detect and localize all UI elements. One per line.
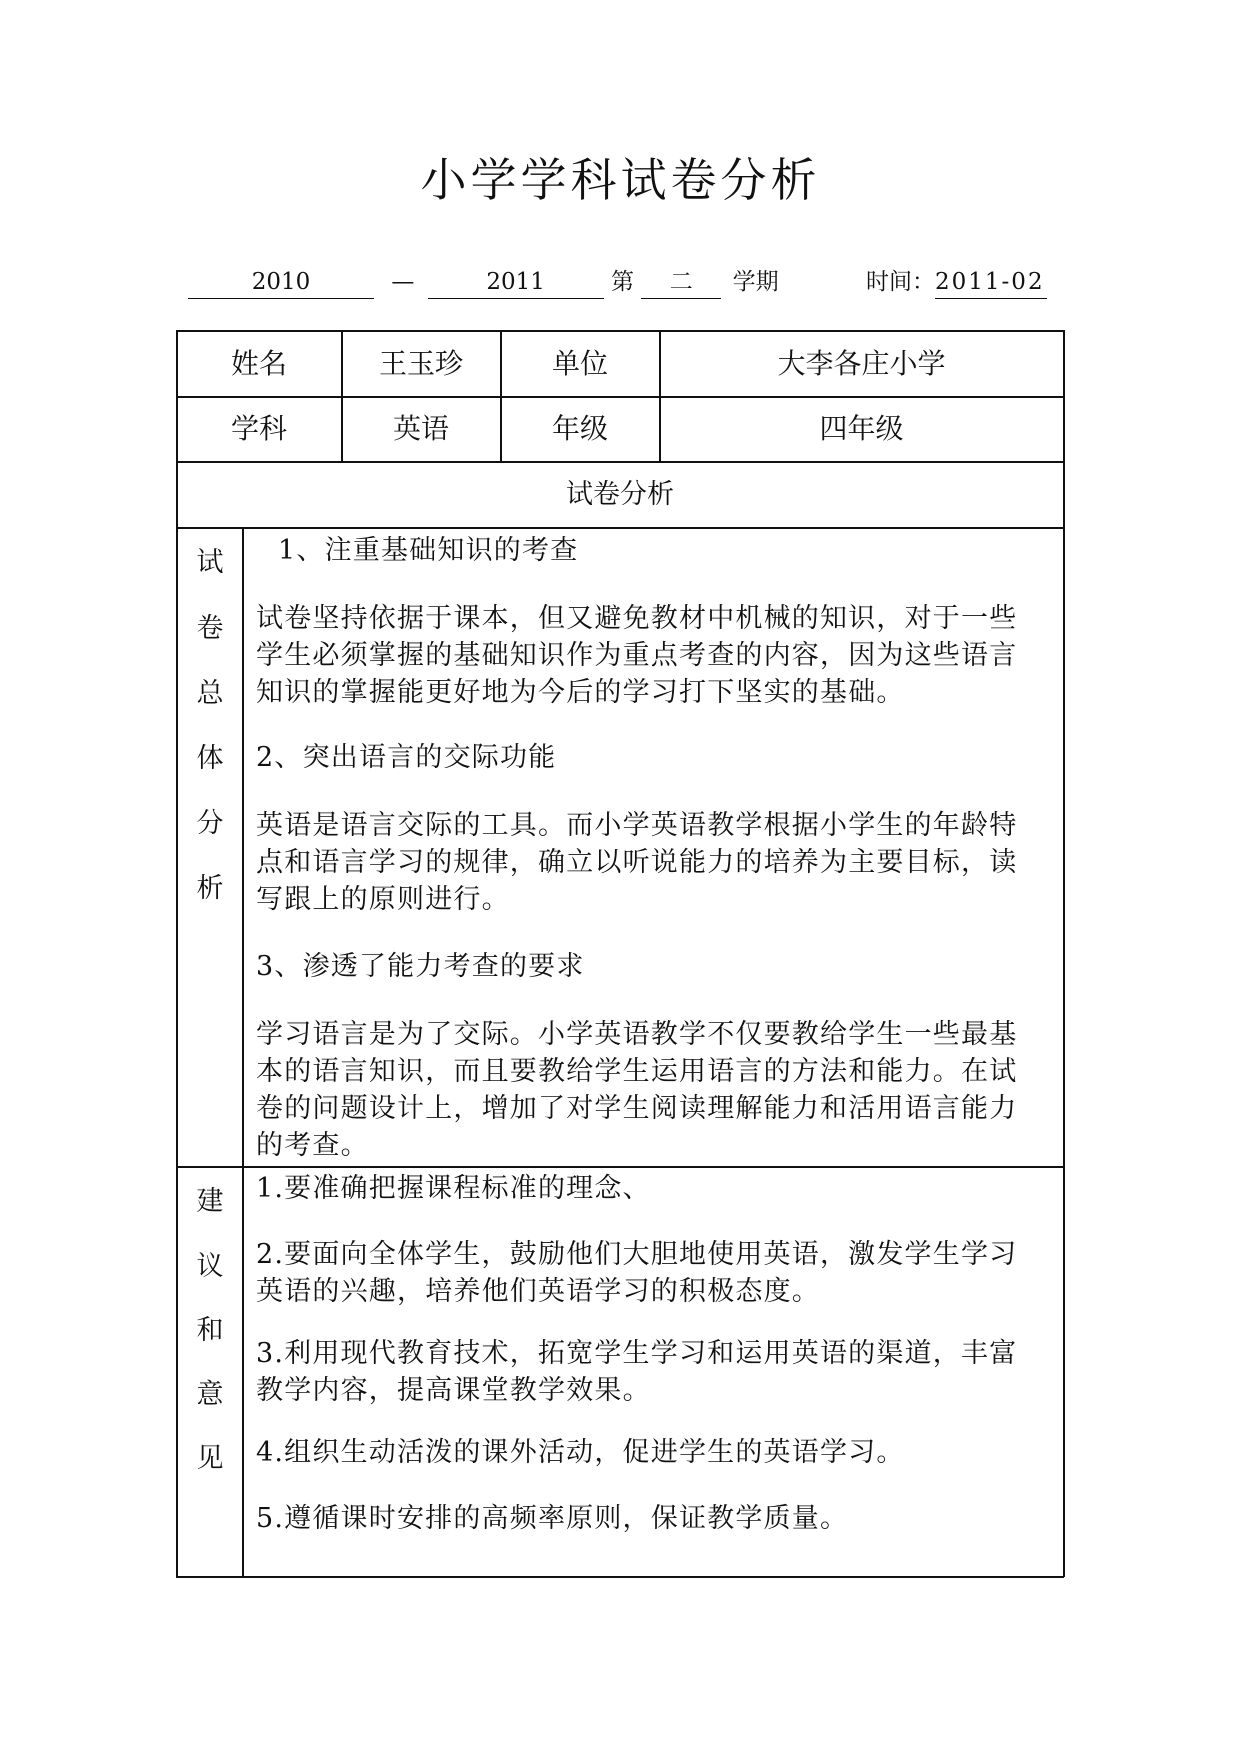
end-year: 2011: [428, 264, 604, 299]
table-row-divider: [176, 396, 1064, 398]
name-value: 王玉珍: [378, 347, 463, 380]
side-char: 见: [196, 1443, 224, 1474]
suggestion-3: [256, 1335, 1017, 1409]
text-line: 知识的掌握能更好地为今后的学习打下坚实的基础。: [256, 677, 905, 708]
grade-label: 年级: [551, 412, 608, 445]
di-label: 第: [610, 269, 634, 295]
text-line: 2.要面向全体学生，鼓励他们大胆地使用英语，激发学生学习: [256, 1239, 1018, 1270]
table-border-right: [1063, 330, 1065, 1577]
text-line: 学生必须掌握的基础知识作为重点考查的内容，因为这些语言: [256, 640, 1018, 671]
side-char: 建: [196, 1186, 224, 1217]
item3-text: [256, 1016, 1017, 1164]
analysis-header: 试卷分析: [566, 479, 674, 510]
suggestion-4: [256, 1434, 905, 1471]
name-label: 姓名: [230, 347, 287, 380]
subject-label: 学科: [230, 412, 287, 445]
side-char: 和: [196, 1315, 224, 1346]
table-border-bottom: [176, 1576, 1064, 1578]
table-row-divider: [176, 527, 1064, 529]
text-line: 点和语言学习的规律，确立以听说能力的培养为主要目标，读: [256, 847, 1018, 878]
time-value: 2011-02: [935, 264, 1047, 299]
table-border-left: [176, 330, 178, 1577]
grade-value: 四年级: [819, 412, 904, 445]
side-char: 议: [196, 1251, 224, 1282]
side-char: 体: [196, 743, 224, 774]
start-year: 2010: [188, 264, 374, 299]
item1-title: 1、注重基础知识的考查: [278, 535, 579, 566]
text-line: 学习语言是为了交际。小学英语教学不仅要教给学生一些最基: [256, 1019, 1018, 1050]
text-line: 写跟上的原则进行。: [256, 884, 510, 915]
text-line: 本的语言知识，而且要教给学生运用语言的方法和能力。在试: [256, 1056, 1018, 1087]
side-char: 意: [196, 1379, 224, 1410]
subject-value: 英语: [392, 412, 449, 445]
text-line: 1.要准确把握课程标准的理念、: [256, 1173, 651, 1204]
unit-label: 单位: [551, 347, 608, 380]
semester-value: 二: [641, 264, 721, 299]
text-line: 英语的兴趣，培养他们英语学习的积极态度。: [256, 1276, 820, 1307]
suggestion-1: [256, 1170, 651, 1207]
year-dash: —: [391, 269, 415, 295]
time-label: 时间：: [866, 269, 935, 295]
side-char: 总: [196, 678, 224, 709]
table-row-divider: [176, 461, 1064, 463]
text-line: 5.遵循课时安排的高频率原则，保证教学质量。: [256, 1503, 849, 1534]
side-char: 分: [196, 808, 224, 839]
table-side-divider: [242, 527, 244, 1577]
table-border-top: [176, 330, 1064, 332]
page-title: 小学学科试卷分析: [420, 153, 821, 207]
xueqi-label: 学期: [732, 269, 779, 295]
table-row-divider: [176, 1166, 1064, 1168]
item1-text: [256, 600, 1017, 711]
text-line: 3.利用现代教育技术，拓宽学生学习和运用英语的渠道，丰富: [256, 1338, 1018, 1369]
item3-title: 3、渗透了能力考查的要求: [256, 951, 585, 982]
text-line: 卷的问题设计上，增加了对学生阅读理解能力和活用语言能力: [256, 1093, 1018, 1124]
text-line: 4.组织生动活泼的课外活动，促进学生的英语学习。: [256, 1437, 905, 1468]
side-char: 卷: [196, 613, 224, 644]
item2-text: [256, 807, 1017, 918]
side-char: 析: [196, 873, 224, 904]
text-line: 的考查。: [256, 1130, 369, 1161]
text-line: 英语是语言交际的工具。而小学英语教学根据小学生的年龄特: [256, 810, 1018, 841]
text-line: 教学内容，提高课堂教学效果。: [256, 1375, 651, 1406]
side-char: 试: [196, 547, 224, 578]
suggestion-5: [256, 1500, 848, 1537]
unit-value: 大李各庄小学: [777, 347, 946, 380]
item2-title: 2、突出语言的交际功能: [256, 742, 557, 773]
suggestion-2: [256, 1236, 1017, 1310]
text-line: 试卷坚持依据于课本，但又避免教材中机械的知识，对于一些: [256, 603, 1018, 634]
